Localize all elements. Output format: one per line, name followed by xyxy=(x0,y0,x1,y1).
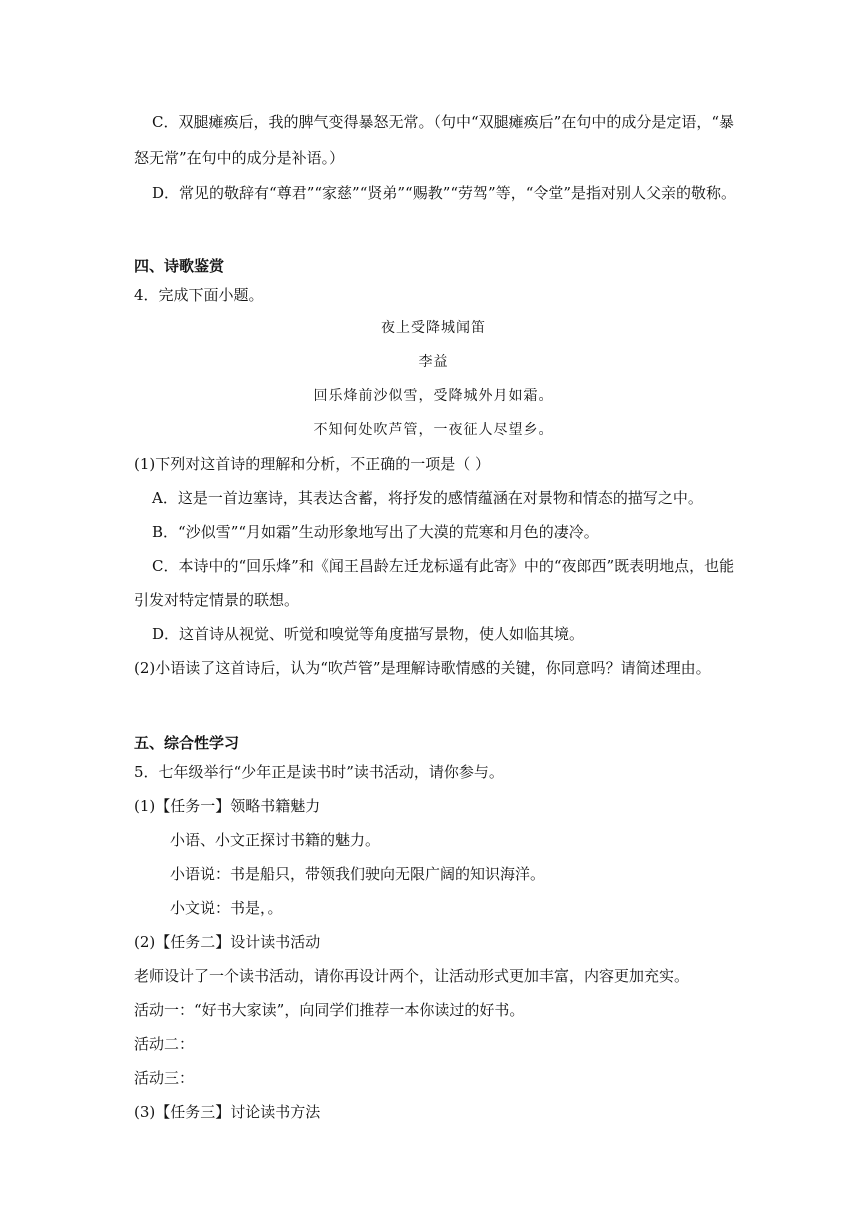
option-c-line1: C．双腿瘫痪后，我的脾气变得暴怒无常。（句中“双腿瘫痪后”在句中的成分是定语，“暴 xyxy=(152,113,734,131)
sub-question-1-option-c-line2: 引发对特定情景的联想。 xyxy=(134,591,300,609)
section-heading-poetry: 四、诗歌鉴赏 xyxy=(134,257,225,275)
task-3-title: (3)【任务三】讨论读书方法 xyxy=(134,1103,321,1121)
sub-question-1-option-c-line1: C．本诗中的“回乐烽”和《闻王昌龄左迁龙标遥有此寄》中的“夜郎西”既表明地点，也能 xyxy=(152,557,735,575)
task-2-line-1: 老师设计了一个读书活动，请你再设计两个，让活动形式更加丰富，内容更加充实。 xyxy=(134,967,690,985)
poem-author: 李益 xyxy=(418,354,449,370)
question-5: 5．七年级举行“少年正是读书时”读书活动，请你参与。 xyxy=(134,763,504,781)
sub-question-1-option-d: D．这首诗从视觉、听觉和嗅觉等角度描写景物，使人如临其境。 xyxy=(152,625,585,643)
task-2-line-4: 活动三： xyxy=(134,1069,195,1087)
poem-line-1: 回乐烽前沙似雪，受降城外月如霜。 xyxy=(313,388,554,404)
poem-title: 夜上受降城闻笛 xyxy=(381,320,486,336)
sub-question-1-option-b: B．“沙似雪”“月如霜”生动形象地写出了大漠的荒寒和月色的凄冷。 xyxy=(152,523,599,541)
task-2-line-2: 活动一：“好书大家读”，向同学们推荐一本你读过的好书。 xyxy=(134,1001,525,1019)
poem-line-2: 不知何处吹芦管，一夜征人尽望乡。 xyxy=(313,422,554,438)
section-heading-comprehensive: 五、综合性学习 xyxy=(134,734,240,752)
sub-question-1-option-a: A．这是一首边塞诗，其表达含蓄，将抒发的感情蕴涵在对景物和情态的描写之中。 xyxy=(152,489,703,507)
task-1-line-2: 小语说：书是船只，带领我们驶向无限广阔的知识海洋。 xyxy=(170,865,546,883)
option-c-line2: 怒无常”在句中的成分是补语。） xyxy=(134,149,345,167)
sub-question-1-stem: (1)下列对这首诗的理解和分析，不正确的一项是（ ） xyxy=(134,455,491,473)
question-4: 4．完成下面小题。 xyxy=(134,286,264,304)
option-d: D．常见的敬辞有“尊君”“家慈”“贤弟”“赐教”“劳驾”等，“令堂”是指对别人父亲的敬称。 xyxy=(152,184,737,202)
task-2-line-3: 活动二： xyxy=(134,1035,195,1053)
task-1-line-1: 小语、小文正探讨书籍的魅力。 xyxy=(170,831,381,849)
sub-question-2: (2)小语读了这首诗后，认为“吹芦管”是理解诗歌情感的关键，你同意吗？请简述理由。 xyxy=(134,659,711,677)
task-2-title: (2)【任务二】设计读书活动 xyxy=(134,933,321,951)
task-1-line-3: 小文说：书是，。 xyxy=(170,899,283,917)
task-1-title: (1)【任务一】领略书籍魅力 xyxy=(134,797,321,815)
